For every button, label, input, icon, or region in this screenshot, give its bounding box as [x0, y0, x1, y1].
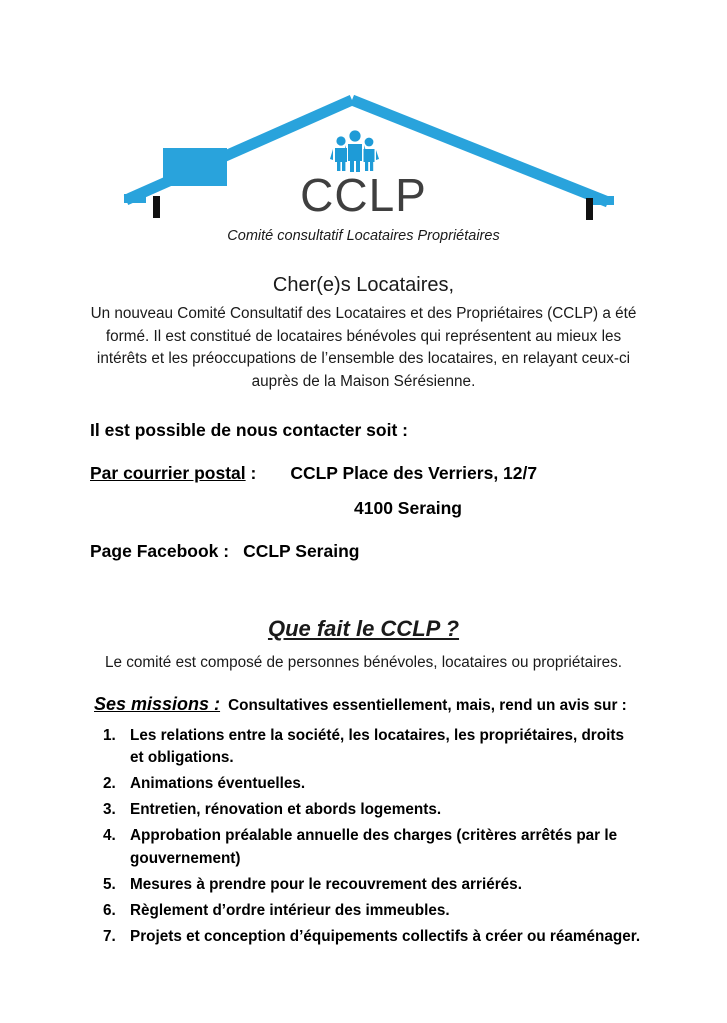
intro-paragraph: Un nouveau Comité Consultatif des Locataires et des Propriétaires (CCLP) a été formé. Il est constitué de locataires bénévoles qui représentent au mieux les intérêts et les préoccupations de l’ensemble des locataires, en relayant ceux-ci auprès de la Maison Sérésienne.: [90, 305, 637, 390]
facebook-colon: :: [218, 540, 230, 561]
missions-heading: [86, 694, 641, 715]
list-item: 2. Animations éventuelles.: [120, 773, 641, 796]
facebook-value: CCLP Seraing: [243, 540, 360, 561]
logo-wordmark: CCLP: [300, 169, 427, 221]
list-item: 3. Entretien, rénovation et abords logements.: [120, 799, 641, 822]
list-item: 1. Les relations entre la société, les locataires, les propriétaires, droits et obligations.: [120, 725, 641, 771]
postal-value: CCLP Place des Verriers, 12/7: [290, 462, 538, 483]
logo-header: [0, 0, 727, 250]
contact-heading: Il est possible de nous contacter soit :: [90, 419, 408, 440]
list-item: 4. Approbation préalable annuelle des charges (critères arrêtés par le gouvernement): [120, 825, 641, 871]
postal-value-line2: 4100 Seraing: [354, 497, 462, 518]
composition-line: Le comité est composé de personnes bénévoles, locataires ou propriétaires.: [105, 653, 622, 671]
missions-list: [86, 725, 641, 949]
list-item: 6. Règlement d’ordre intérieur des immeubles.: [120, 900, 641, 923]
list-item: 7. Projets et conception d’équipements collectifs à créer ou réaménager.: [120, 926, 641, 949]
greeting-line: Cher(e)s Locataires,: [272, 274, 455, 296]
logo-tagline: Comité consultatif Locataires Propriétaires: [227, 228, 500, 244]
postal-address-row: [86, 463, 641, 484]
postal-colon: :: [245, 462, 257, 483]
family-group-icon: [330, 130, 379, 172]
postal-label: Par courrier postal: [90, 462, 246, 483]
facebook-row: [86, 541, 641, 562]
letter-body: [0, 274, 727, 949]
missions-label: Ses missions :: [94, 693, 221, 714]
list-item: 5. Mesures à prendre pour le recouvrement des arriérés.: [120, 874, 641, 897]
facebook-label: Page Facebook: [90, 540, 219, 561]
section-title: Que fait le CCLP ?: [267, 615, 460, 641]
missions-intro: Consultatives essentiellement, mais, rend un avis sur :: [228, 696, 627, 714]
